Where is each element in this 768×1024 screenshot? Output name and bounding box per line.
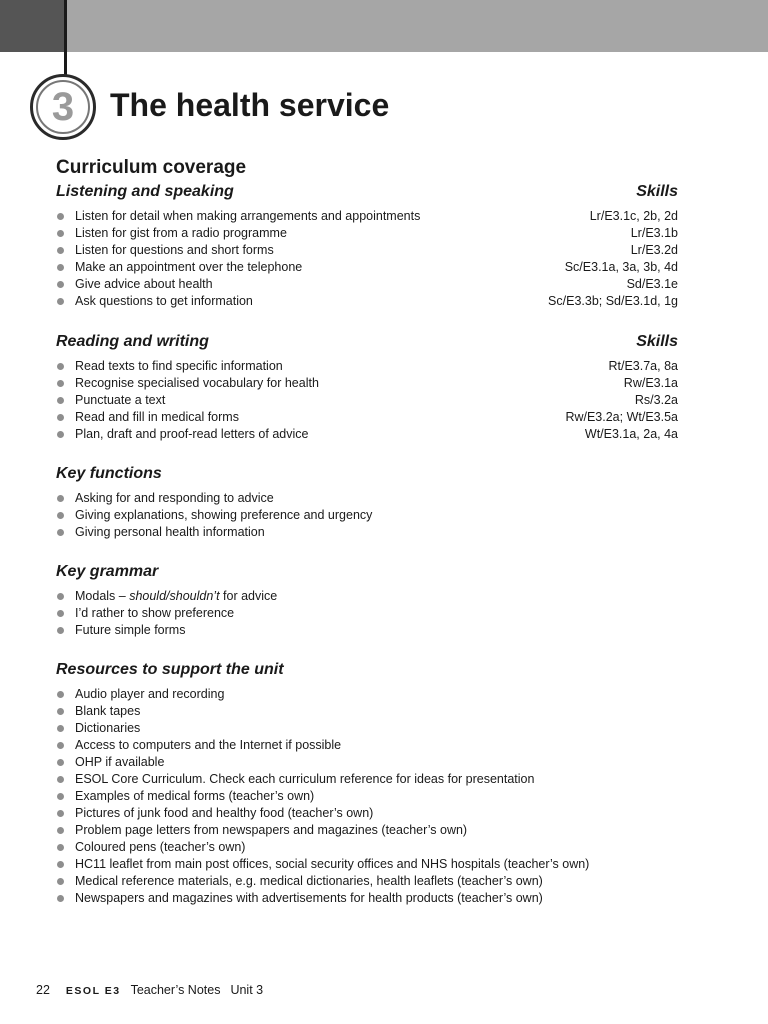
bullet-icon: [57, 230, 64, 237]
item-text: Giving explanations, showing preference and urgency: [75, 508, 373, 522]
bullet-icon: [57, 776, 64, 783]
list-item: [56, 771, 678, 788]
unit-number-badge: [30, 74, 96, 140]
bullet-icon: [57, 495, 64, 502]
series-label: ESOL E3: [65, 985, 121, 997]
bullet-icon: [57, 414, 64, 421]
bullet-icon: [57, 793, 64, 800]
list-item: [56, 358, 678, 375]
item-text: Newspapers and magazines with advertisements for health products (teacher’s own): [75, 891, 543, 905]
item-text: Blank tapes: [75, 704, 141, 718]
list-item: [56, 259, 678, 276]
bullet-icon: [57, 844, 64, 851]
bullet-icon: [57, 742, 64, 749]
item-text: Audio player and recording: [75, 687, 225, 701]
bullet-icon: [57, 512, 64, 519]
item-text: Make an appointment over the telephone: [75, 260, 303, 274]
list-item: [56, 276, 678, 293]
modals-prefix: Modals –: [75, 589, 130, 603]
bullet-icon: [57, 593, 64, 600]
bullet-icon: [57, 708, 64, 715]
item-text: Examples of medical forms (teacher’s own): [75, 789, 315, 803]
list-item: [56, 856, 678, 873]
skill-code: Lr/E3.1c, 2b, 2d: [589, 209, 678, 223]
skill-code: Lr/E3.1b: [630, 226, 678, 240]
book-label: Teacher’s Notes: [130, 983, 221, 997]
skill-code: Sd/E3.1e: [626, 277, 678, 291]
list-item: [56, 588, 678, 605]
list-item: [56, 490, 678, 507]
key-grammar-heading: Key grammar: [56, 563, 159, 580]
skill-code: Rw/E3.2a; Wt/E3.5a: [565, 410, 678, 424]
list-item: [56, 873, 678, 890]
reading-writing-heading: Reading and writing: [56, 333, 209, 350]
list-item: [56, 507, 678, 524]
item-text: Access to computers and the Internet if possible: [75, 738, 342, 752]
list-item: [56, 605, 678, 622]
item-text: Giving personal health information: [75, 525, 265, 539]
listening-speaking-heading: Listening and speaking: [56, 183, 234, 200]
bullet-icon: [57, 298, 64, 305]
bullet-icon: [57, 529, 64, 536]
page-footer: [36, 983, 263, 997]
list-item: [56, 524, 678, 541]
item-text: Read and fill in medical forms: [75, 410, 239, 424]
item-text: [75, 588, 277, 605]
list-item: [56, 242, 678, 259]
item-text: Give advice about health: [75, 277, 213, 291]
list-item: [56, 208, 678, 225]
list-item: [56, 788, 678, 805]
item-text: Dictionaries: [75, 721, 141, 735]
item-text: Punctuate a text: [75, 393, 166, 407]
item-text: Read texts to find specific information: [75, 359, 283, 373]
list-item: [56, 426, 678, 443]
item-text: I’d rather to show preference: [75, 606, 235, 620]
skill-code: Sc/E3.3b; Sd/E3.1d, 1g: [548, 294, 678, 308]
bullet-icon: [57, 610, 64, 617]
item-text: Plan, draft and proof-read letters of advice: [75, 427, 309, 441]
item-text: Problem page letters from newspapers and magazines (teacher’s own): [75, 823, 468, 837]
listening-speaking-heading-row: [56, 181, 678, 203]
list-item: [56, 392, 678, 409]
skill-code: Rw/E3.1a: [623, 376, 678, 390]
bullet-icon: [57, 247, 64, 254]
header-bar-dark-block: [0, 0, 64, 52]
key-grammar-heading-row: [56, 561, 678, 583]
skill-code: Rt/E3.7a, 8a: [608, 359, 678, 373]
bullet-icon: [57, 895, 64, 902]
list-item: [56, 686, 678, 703]
resources-heading: Resources to support the unit: [56, 661, 284, 678]
list-item: [56, 720, 678, 737]
key-functions-heading: Key functions: [56, 465, 162, 482]
list-item: [56, 375, 678, 392]
resources-heading-row: [56, 659, 678, 681]
listening-speaking-list: [56, 208, 678, 310]
resources-list: [56, 686, 678, 907]
bullet-icon: [57, 759, 64, 766]
item-text: Future simple forms: [75, 623, 186, 637]
unit-number: 3: [51, 85, 75, 129]
content: [56, 155, 678, 907]
bullet-icon: [57, 878, 64, 885]
skill-code: Wt/E3.1a, 2a, 4a: [584, 427, 678, 441]
skill-code: Sc/E3.1a, 3a, 3b, 4d: [564, 260, 678, 274]
list-item: [56, 225, 678, 242]
skills-label: Skills: [636, 183, 678, 200]
list-item: [56, 409, 678, 426]
bullet-icon: [57, 281, 64, 288]
item-text: Coloured pens (teacher’s own): [75, 840, 246, 854]
list-item: [56, 754, 678, 771]
key-functions-list: [56, 490, 678, 541]
list-item: [56, 737, 678, 754]
bullet-icon: [57, 363, 64, 370]
key-functions-heading-row: [56, 463, 678, 485]
curriculum-coverage-heading: Curriculum coverage: [56, 157, 247, 178]
bullet-icon: [57, 397, 64, 404]
list-item: [56, 890, 678, 907]
bullet-icon: [57, 725, 64, 732]
item-text: HC11 leaflet from main post offices, social security offices and NHS hospitals (teacher’s own): [75, 857, 590, 871]
bullet-icon: [57, 264, 64, 271]
modals-suffix: for advice: [219, 589, 278, 603]
list-item: [56, 839, 678, 856]
page-title: The health service: [110, 87, 390, 123]
item-text: ESOL Core Curriculum. Check each curriculum reference for ideas for presentation: [75, 772, 535, 786]
bullet-icon: [57, 627, 64, 634]
item-text: OHP if available: [75, 755, 165, 769]
list-item: [56, 293, 678, 310]
header-bar: [0, 0, 768, 52]
item-text: Asking for and responding to advice: [75, 491, 274, 505]
item-text: Listen for questions and short forms: [75, 243, 274, 257]
modals-italic: should/shouldn’t: [129, 589, 220, 603]
key-grammar-list: [56, 588, 678, 639]
bullet-icon: [57, 431, 64, 438]
list-item: [56, 622, 678, 639]
skill-code: Rs/3.2a: [634, 393, 678, 407]
page-number: 22: [36, 983, 50, 997]
item-text: Pictures of junk food and healthy food (teacher’s own): [75, 806, 374, 820]
bullet-icon: [57, 861, 64, 868]
reading-writing-heading-row: [56, 331, 678, 353]
bullet-icon: [57, 827, 64, 834]
item-text: Ask questions to get information: [75, 294, 253, 308]
list-item: [56, 822, 678, 839]
reading-writing-list: [56, 358, 678, 443]
item-text: Listen for detail when making arrangements and appointments: [75, 209, 421, 223]
list-item: [56, 805, 678, 822]
header-divider-line: [64, 0, 67, 84]
item-text: Medical reference materials, e.g. medical dictionaries, health leaflets (teacher’s own): [75, 874, 543, 888]
skill-code: Lr/E3.2d: [630, 243, 678, 257]
item-text: Listen for gist from a radio programme: [75, 226, 287, 240]
unit-number-badge-inner: [36, 80, 90, 134]
bullet-icon: [57, 380, 64, 387]
bullet-icon: [57, 691, 64, 698]
item-text: Recognise specialised vocabulary for health: [75, 376, 319, 390]
list-item: [56, 703, 678, 720]
bullet-icon: [57, 810, 64, 817]
unit-label: Unit 3: [230, 983, 264, 997]
bullet-icon: [57, 213, 64, 220]
skills-label: Skills: [636, 333, 678, 350]
